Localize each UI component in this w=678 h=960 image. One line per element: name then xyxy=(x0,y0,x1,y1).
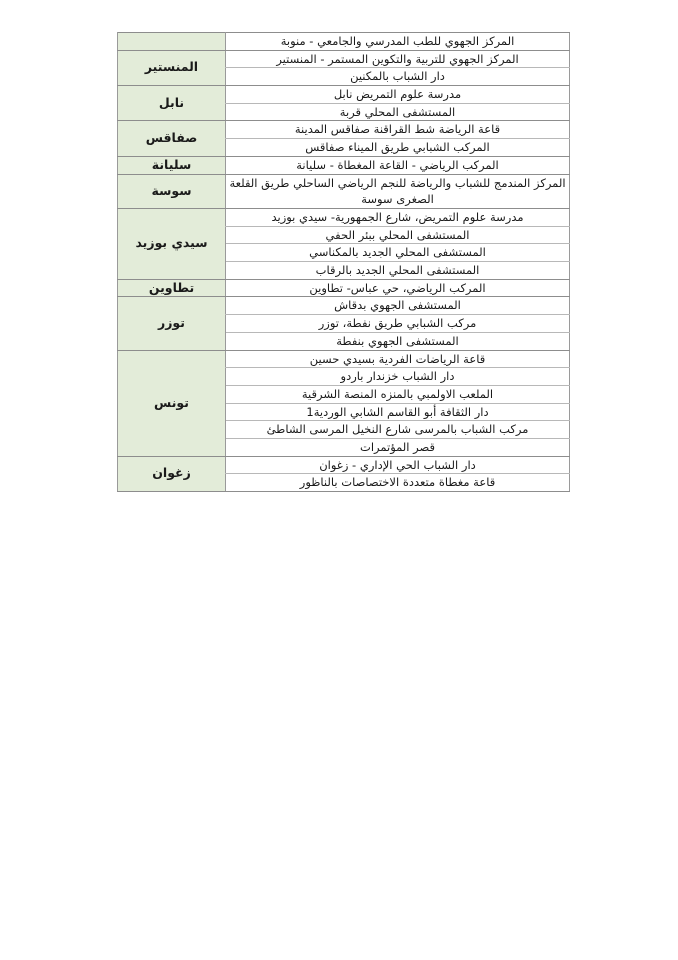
governorate-label: سوسة xyxy=(151,182,192,198)
venue-cell xyxy=(226,156,570,174)
venue-cell xyxy=(226,421,570,439)
venue-label: المستشفى الجهوي بدقاش xyxy=(334,298,461,313)
governorate-cell xyxy=(118,456,226,491)
venue-label: المستشفى المحلي الجديد بالمكناسي xyxy=(309,245,486,260)
venue-cell xyxy=(226,332,570,350)
venue-cell xyxy=(226,456,570,474)
table-body xyxy=(118,33,570,492)
venue-label: المركب الرياضي، حي عباس- تطاوين xyxy=(309,280,486,295)
governorate-cell xyxy=(118,279,226,297)
governorate-cell xyxy=(118,86,226,121)
governorate-cell xyxy=(118,174,226,208)
venue-label: دار الشباب الحي الإداري - زغوان xyxy=(319,457,476,472)
governorate-cell xyxy=(118,350,226,456)
venue-cell xyxy=(226,385,570,403)
venue-label: المستشفى المحلي الجديد بالرقاب xyxy=(315,262,480,277)
venue-label: المركب الرياضي - القاعة المغطاة - سليانة xyxy=(296,157,499,172)
governorate-venues-table xyxy=(117,32,570,492)
venue-label: مدرسة علوم التمريض نابل xyxy=(333,87,462,102)
governorate-label: سيدي بوزيد xyxy=(135,235,208,251)
governorate-label: سليانة xyxy=(151,156,192,172)
venue-label: المستشفى المحلي قربة xyxy=(339,104,456,119)
venue-label: دار الشباب خزندار باردو xyxy=(340,369,455,384)
venue-cell xyxy=(226,350,570,368)
venue-label: قصر المؤتمرات xyxy=(360,439,435,454)
table-row xyxy=(118,350,570,368)
table-row xyxy=(118,297,570,315)
venue-cell xyxy=(226,244,570,262)
governorate-cell xyxy=(118,208,226,279)
venue-cell xyxy=(226,279,570,297)
venue-cell xyxy=(226,139,570,157)
venue-cell xyxy=(226,403,570,421)
venue-cell xyxy=(226,86,570,104)
governorate-label: تونس xyxy=(154,394,189,410)
venue-cell xyxy=(226,226,570,244)
governorate-label: تطاوين xyxy=(148,279,195,295)
table-row xyxy=(118,50,570,68)
venue-cell xyxy=(226,174,570,208)
venue-cell xyxy=(226,438,570,456)
governorate-cell xyxy=(118,121,226,156)
table-row xyxy=(118,174,570,208)
venue-label: دار الشباب بالمكنين xyxy=(350,69,445,84)
governorate-cell xyxy=(118,156,226,174)
venue-label: قاعة مغطاة متعددة الاختصاصات بالناظور xyxy=(299,475,496,490)
table-row xyxy=(118,156,570,174)
venue-label: دار الثقافة أبو القاسم الشابي الوردية1 xyxy=(306,404,489,419)
venue-label: قاعة الرياضات الفردية بسيدي حسين xyxy=(309,351,486,366)
governorate-venues-table-wrapper xyxy=(118,32,570,492)
venue-cell xyxy=(226,103,570,121)
governorate-cell xyxy=(118,33,226,51)
venue-cell xyxy=(226,474,570,492)
table-row xyxy=(118,279,570,297)
venue-cell xyxy=(226,68,570,86)
venue-label: المركز الجهوي للطب المدرسي والجامعي - منوبة xyxy=(280,34,515,48)
venue-label: مدرسة علوم التمريض، شارع الجمهورية- سيدي بوزيد xyxy=(271,209,524,224)
governorate-label: نابل xyxy=(158,94,185,110)
venue-label: قاعة الرياضة شط القراقنة صفاقس المدينة xyxy=(294,122,501,137)
venue-cell xyxy=(226,368,570,386)
venue-label: المركب الشبابي طريق الميناء صفاقس xyxy=(305,140,490,155)
venue-cell xyxy=(226,261,570,279)
venue-label: الملعب الاولمبي بالمنزه المنصة الشرقية xyxy=(301,386,494,401)
table-row xyxy=(118,33,570,51)
governorate-cell xyxy=(118,50,226,85)
table-row xyxy=(118,208,570,226)
venue-cell xyxy=(226,50,570,68)
table-row xyxy=(118,86,570,104)
venue-label: مركب الشباب بالمرسى شارع النخيل المرسى الشاطئ xyxy=(266,422,529,437)
venue-cell xyxy=(226,297,570,315)
venue-cell xyxy=(226,33,570,51)
venue-label: مركب الشبابي طريق نفطة، توزر xyxy=(318,316,477,331)
venue-cell xyxy=(226,315,570,333)
governorate-cell xyxy=(118,297,226,350)
governorate-label: زغوان xyxy=(152,465,191,481)
venue-cell xyxy=(226,121,570,139)
table-row xyxy=(118,456,570,474)
governorate-label: صفاقس xyxy=(145,130,198,146)
venue-cell xyxy=(226,208,570,226)
venue-label: المستشفى المحلي ببئر الحفي xyxy=(325,227,470,242)
table-row xyxy=(118,121,570,139)
venue-label: المستشفى الجهوي بنفطة xyxy=(336,333,459,348)
venue-label: المركز الجهوي للتربية والتكوين المستمر - المنستير xyxy=(276,51,519,66)
governorate-label: توزر xyxy=(158,315,185,331)
governorate-label: المنستير xyxy=(144,59,199,75)
venue-label: المركز المندمج للشباب والرياضة للنجم الرياضي الساحلي طريق القلعة الصغرى سوسة xyxy=(229,175,566,207)
